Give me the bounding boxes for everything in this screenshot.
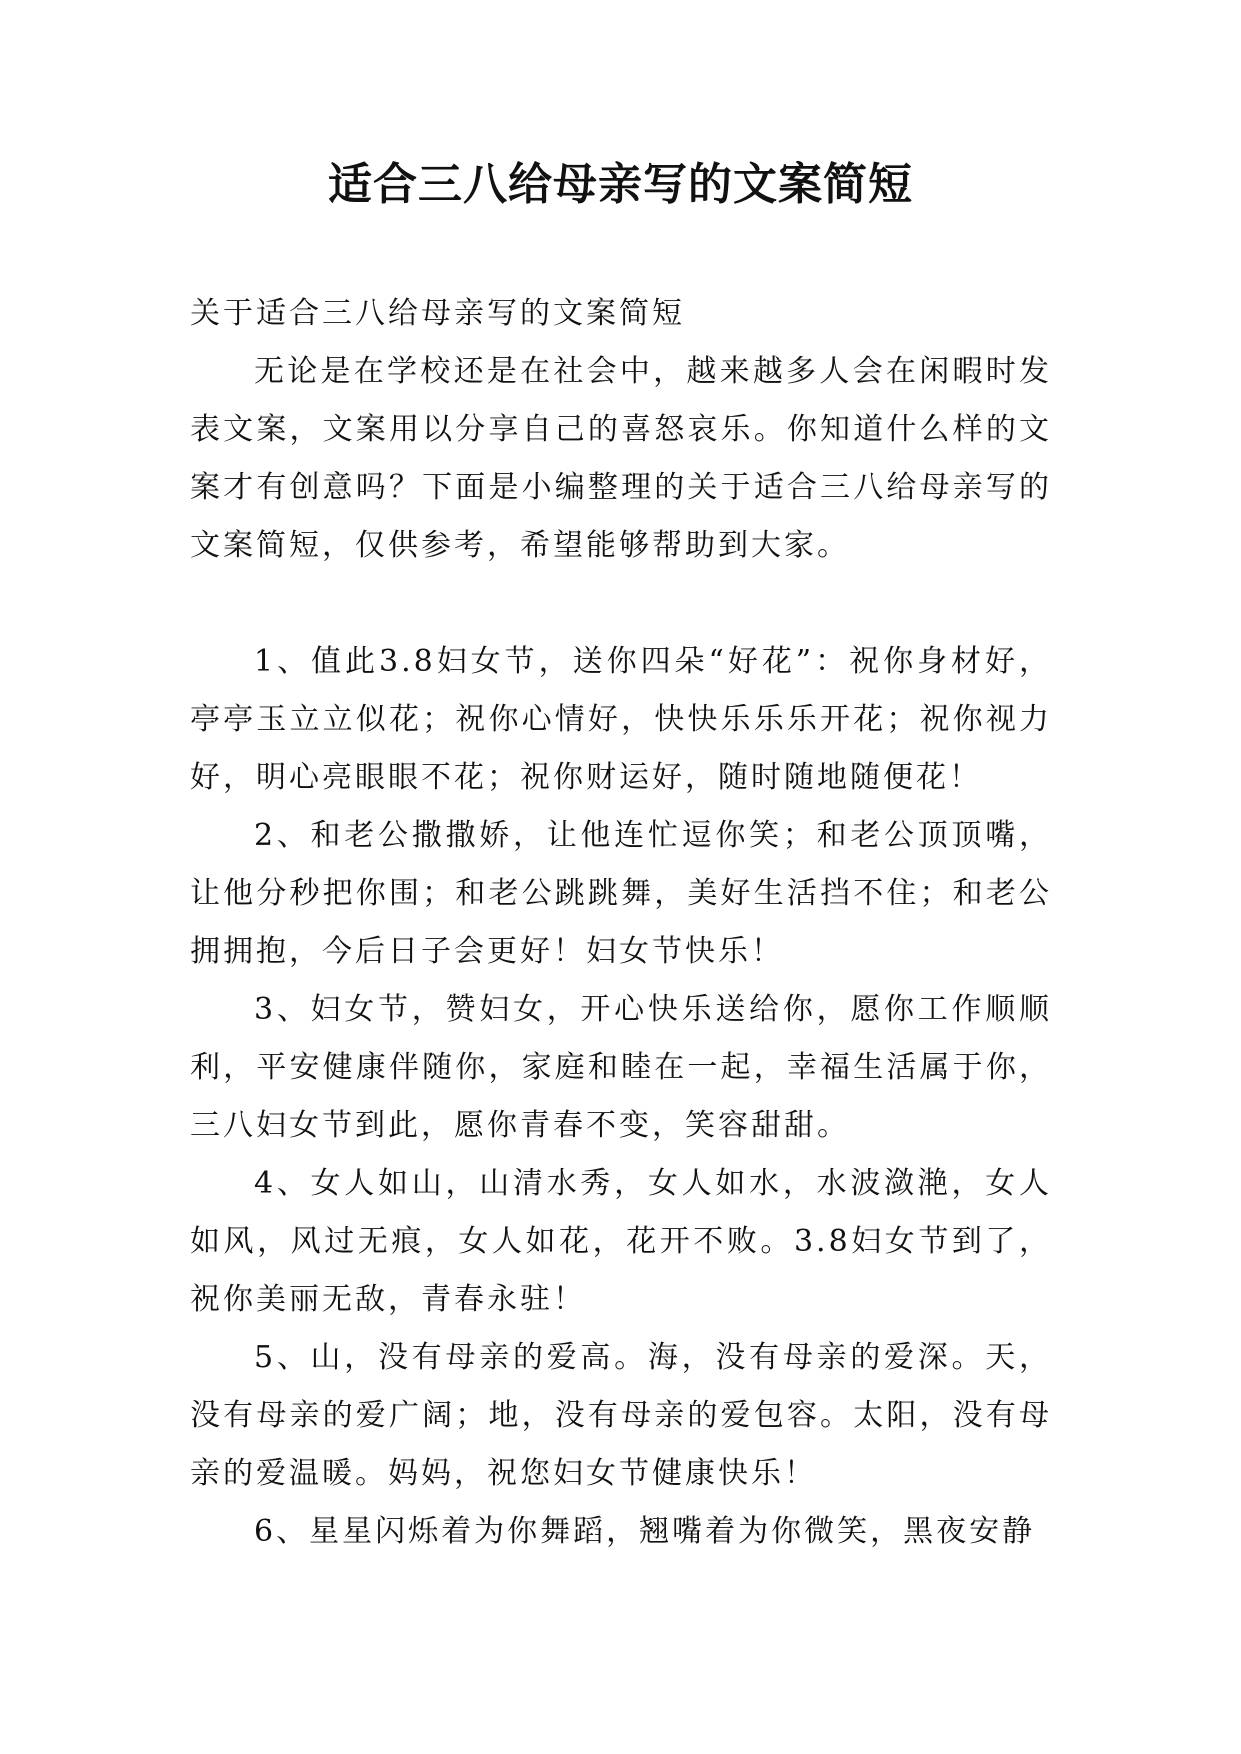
paragraph-spacer	[190, 575, 1052, 633]
document-title: 适合三八给母亲写的文案简短	[328, 159, 913, 210]
list-item: 5、山，没有母亲的爱高。海，没有母亲的爱深。天，没有母亲的爱广阔；地，没有母亲的爱包容。太阳，没有母亲的爱温暖。妈妈，祝您妇女节健康快乐！	[190, 1340, 1052, 1491]
list-item: 6、星星闪烁着为你舞蹈，翘嘴着为你微笑，黑夜安静	[254, 1514, 1036, 1549]
list-item: 3、妇女节，赞妇女，开心快乐送给你，愿你工作顺顺利，平安健康伴随你，家庭和睦在一起，幸福生活属于你，三八妇女节到此，愿你青春不变，笑容甜甜。	[190, 992, 1052, 1143]
list-item: 2、和老公撒撒娇，让他连忙逗你笑；和老公顶顶嘴，让他分秒把你围；和老公跳跳舞，美好生活挡不住；和老公拥拥抱，今后日子会更好！妇女节快乐！	[190, 818, 1052, 969]
document-body	[190, 285, 1052, 1561]
list-item: 1、值此3.8妇女节，送你四朵“好花”：祝你身材好，亭亭玉立立似花；祝你心情好，快快乐乐乐开花；祝你视力好，明心亮眼眼不花；祝你财运好，随时随地随便花！	[190, 644, 1052, 795]
list-item: 4、女人如山，山清水秀，女人如水，水波潋滟，女人如风，风过无痕，女人如花，花开不败。3.8妇女节到了，祝你美丽无敌，青春永驻！	[190, 1166, 1052, 1317]
intro-paragraph: 无论是在学校还是在社会中，越来越多人会在闲暇时发表文案，文案用以分享自己的喜怒哀乐。你知道什么样的文案才有创意吗？下面是小编整理的关于适合三八给母亲写的文案简短，仅供参考，希望能够帮助到大家。	[190, 354, 1052, 563]
document-subheading: 关于适合三八给母亲写的文案简短	[190, 296, 685, 331]
